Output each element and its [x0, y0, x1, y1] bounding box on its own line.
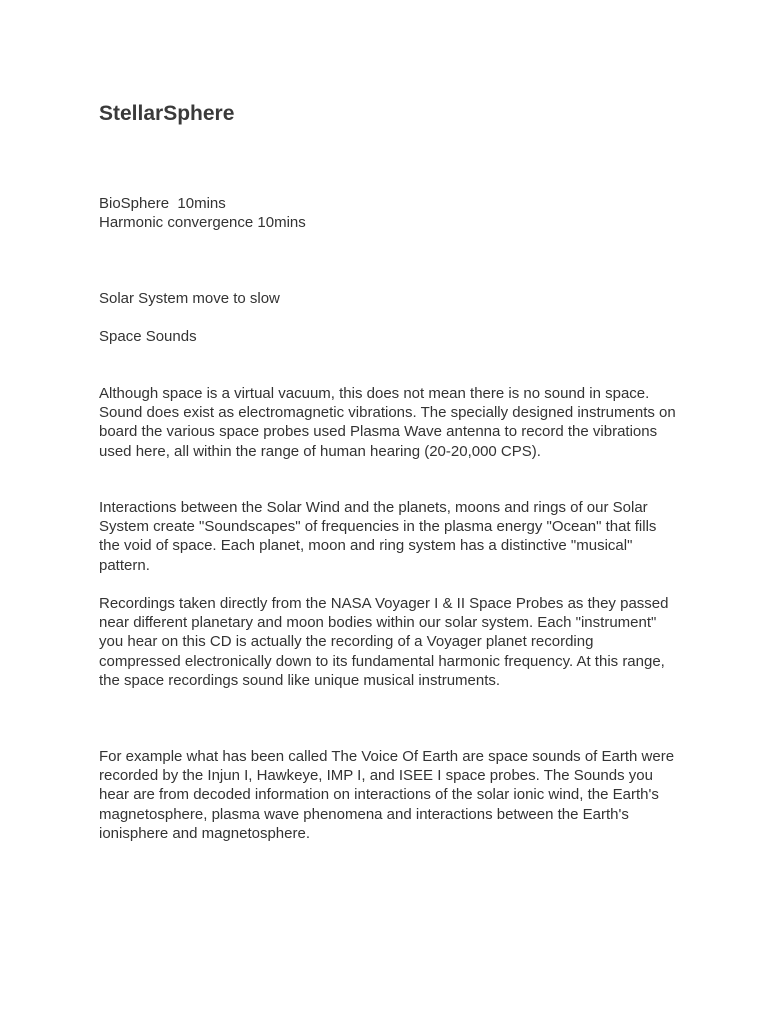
page-title: StellarSphere: [99, 102, 235, 125]
paragraph: Interactions between the Solar Wind and the planets, moons and rings of our Solar System create "Soundscapes" of frequencies in the plasma energy "Ocean" that fills the void of space. Each planet, moon and ring system has a distinctive "musical" pattern.: [99, 499, 657, 574]
paragraph: Although space is a virtual vacuum, this does not mean there is no sound in space. Sound does exist as electromagnetic vibrations. The specially designed instruments on board the various space probes used Plasma Wave antenna to record the vibrations used here, all within the range of human hearing (20-20,000 CPS).: [99, 385, 676, 460]
schedule-list: [99, 194, 306, 232]
schedule-item: Harmonic convergence 10mins: [99, 214, 306, 231]
paragraph: Recordings taken directly from the NASA Voyager I & II Space Probes as they passed near different planetary and moon bodies within our solar system. Each "instrument" you hear on this CD is actually the recording of a Voyager planet recording compressed electronically down to its fundamental harmonic frequency. At this range, the space recordings sound like unique musical instruments.: [99, 595, 669, 689]
section-heading: Space Sounds: [99, 328, 197, 345]
note-text: Solar System move to slow: [99, 290, 280, 307]
paragraph: For example what has been called The Voice Of Earth are space sounds of Earth were recorded by the Injun I, Hawkeye, IMP I, and ISEE I space probes. The Sounds you hear are from decoded information on interactions of the solar ionic wind, the Earth's magnetosphere, plasma wave phenomena and interactions between the Earth's ionisphere and magnetosphere.: [99, 748, 675, 842]
schedule-item: BioSphere 10mins: [99, 195, 226, 212]
